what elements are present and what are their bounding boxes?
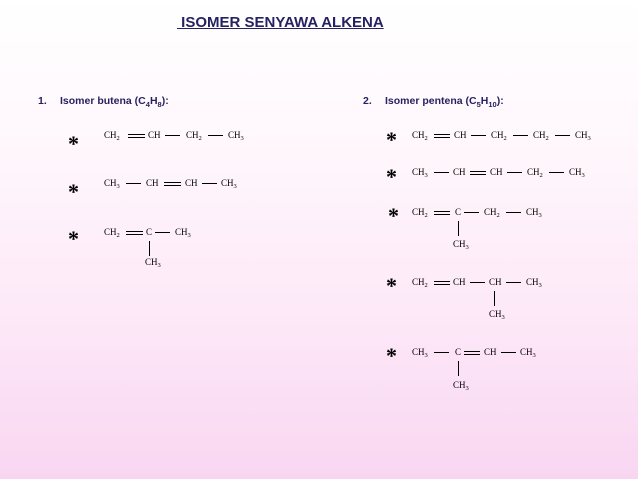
pentena-label: Isomer pentena (C: [385, 95, 477, 107]
double-bond: [434, 281, 450, 285]
atom-ch: CH: [489, 277, 502, 287]
butena-label: Isomer butena (C: [60, 95, 146, 107]
atom-ch: CH: [453, 167, 466, 177]
bullet-star: *: [386, 127, 397, 152]
atom-ch3: $CH_3$: [453, 239, 469, 251]
single-bond: [434, 352, 449, 353]
atom-ch: CH: [490, 167, 503, 177]
vertical-bond: [494, 291, 495, 306]
page-title: ISOMER SENYAWA ALKENA: [177, 14, 384, 31]
pentena-heading: 2. Isomer pentena $(C_5H_{10})$:: [363, 95, 504, 110]
double-bond: [126, 231, 143, 235]
atom-c: C: [455, 207, 462, 217]
butena-heading: 1. Isomer butena $(C_4H_8)$:: [38, 95, 169, 110]
bullet-star: *: [68, 179, 79, 204]
double-bond: [434, 134, 450, 138]
atom-ch3: $CH_3$: [104, 178, 120, 190]
atom-ch3: $CH_3$: [453, 380, 469, 392]
double-bond: [164, 182, 181, 186]
double-bond: [470, 171, 486, 175]
atom-ch2: $CH_2$: [527, 167, 543, 179]
single-bond: [464, 212, 479, 213]
single-bond: [202, 183, 217, 184]
atom-ch3: $CH_3$: [412, 167, 428, 179]
atom-ch2: $CH_2$: [491, 130, 507, 142]
pentena-number: 2.: [363, 95, 372, 107]
atom-ch3: $CH_3$: [412, 347, 428, 359]
atom-ch2: $CH_2$: [186, 130, 202, 142]
atom-ch2: $CH_2$: [104, 227, 120, 239]
atom-ch: CH: [454, 130, 467, 140]
atom-ch3: $CH_3$: [175, 227, 191, 239]
single-bond: [126, 183, 141, 184]
bullet-star: *: [68, 131, 79, 156]
bullet-star: *: [68, 226, 79, 251]
atom-ch3: $CH_3$: [569, 167, 585, 179]
atom-ch3: $CH_3$: [145, 257, 161, 269]
single-bond: [165, 135, 180, 136]
single-bond: [555, 135, 570, 136]
atom-ch: CH: [484, 347, 497, 357]
single-bond: [208, 135, 223, 136]
single-bond: [506, 282, 521, 283]
bullet-star: *: [386, 343, 397, 368]
atom-ch: CH: [453, 277, 466, 287]
atom-ch: CH: [146, 178, 159, 188]
single-bond: [501, 352, 516, 353]
atom-ch3: $CH_3$: [489, 309, 505, 321]
atom-ch3: $CH_3$: [520, 347, 536, 359]
atom-ch2: $CH_2$: [484, 207, 500, 219]
atom-ch2: $CH_2$: [412, 207, 428, 219]
single-bond: [155, 232, 170, 233]
bullet-star: *: [386, 273, 397, 298]
single-bond: [507, 172, 522, 173]
single-bond: [471, 135, 486, 136]
double-bond: [464, 351, 480, 355]
single-bond: [434, 172, 449, 173]
atom-ch3: $CH_3$: [221, 178, 237, 190]
single-bond: [549, 172, 564, 173]
atom-ch: CH: [148, 130, 161, 140]
double-bond: [128, 134, 145, 138]
double-bond: [434, 211, 450, 215]
vertical-bond: [458, 221, 459, 236]
single-bond: [506, 212, 521, 213]
vertical-bond: [149, 241, 150, 256]
atom-ch: CH: [185, 178, 198, 188]
atom-ch3: $CH_3$: [575, 130, 591, 142]
atom-ch3: $CH_3$: [526, 277, 542, 289]
vertical-bond: [458, 361, 459, 376]
bullet-star: *: [388, 203, 399, 228]
atom-c: C: [146, 227, 153, 237]
single-bond: [513, 135, 528, 136]
atom-c: C: [455, 347, 462, 357]
atom-ch3: $CH_3$: [228, 130, 244, 142]
bullet-star: *: [386, 164, 397, 189]
atom-ch2: $CH_2$: [412, 130, 428, 142]
atom-ch2: $CH_2$: [412, 277, 428, 289]
atom-ch3: $CH_3$: [526, 207, 542, 219]
single-bond: [470, 282, 485, 283]
butena-number: 1.: [38, 95, 47, 107]
atom-ch2: $CH_2$: [104, 130, 120, 142]
atom-ch2: $CH_2$: [533, 130, 549, 142]
